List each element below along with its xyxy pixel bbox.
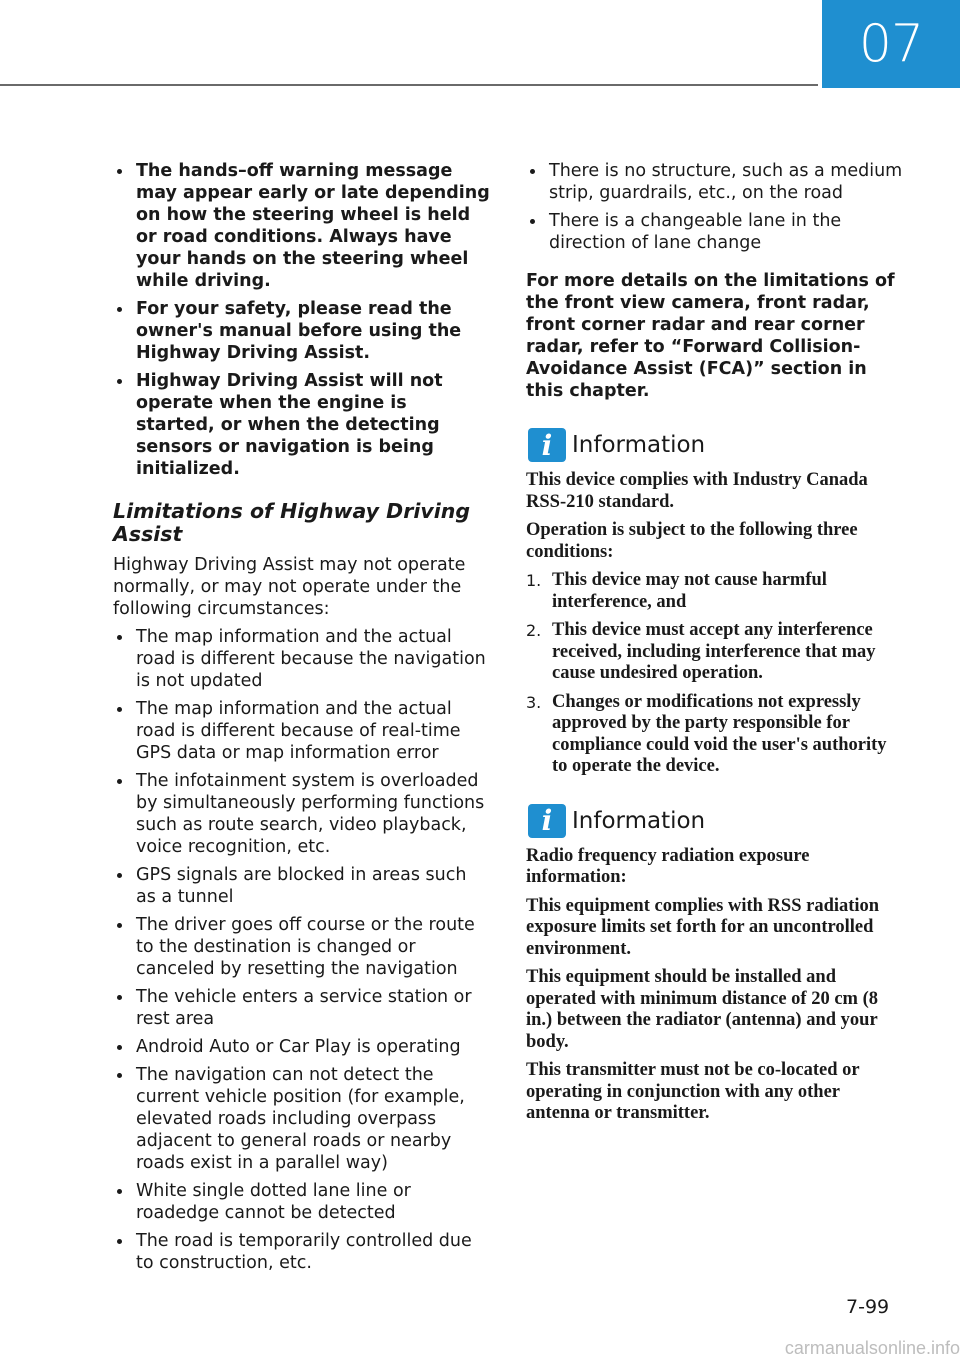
info-paragraph: This device complies with Industry Canada RSS-210 standard.: [526, 470, 868, 512]
list-item: The map information and the actual road is different because the navigation is not updated: [113, 626, 490, 692]
list-item: The road is temporarily controlled due to construction, etc.: [113, 1230, 490, 1274]
header-rule: [0, 84, 818, 86]
numbered-item: 1. This device may not cause harmful interference, and: [526, 570, 827, 612]
warning-list: [113, 160, 490, 480]
watermark: carmanualsonline.info: [784, 1338, 960, 1358]
info-icon: i: [528, 428, 566, 462]
numbered-item: 3. Changes or modifications not expressly approved by the party responsible for compliance could void the user's authority to operate the device.: [526, 691, 887, 776]
list-item: GPS signals are blocked in areas such as a tunnel: [113, 864, 490, 908]
warning-item: For your safety, please read the owner's manual before using the Highway Driving Assist.: [113, 298, 490, 364]
info-paragraph: Operation is subject to the following three conditions:: [526, 520, 858, 562]
info-paragraph: This transmitter must not be co-located or operating in conjunction with any other antenna or transmitter.: [526, 1060, 860, 1123]
right-column: [526, 160, 904, 1132]
info-paragraph: This equipment should be installed and operated with minimum distance of 20 cm (8 in.) between the radiator (antenna) and your body.: [526, 967, 878, 1052]
warning-item: The hands–off warning message may appear early or late depending on how the steering wheel is held or road conditions. Always have your hands on the steering wheel while driving.: [113, 160, 490, 292]
numbered-list: [526, 570, 904, 778]
info-paragraph: Radio frequency radiation exposure information:: [526, 845, 810, 887]
info-box: [526, 470, 904, 778]
reference-note: For more details on the limitations of the front view camera, front radar, front corner radar and rear corner radar, refer to “Forward Collision-Avoidance Assist (FCA)” section in this chapter.: [526, 271, 895, 401]
limitation-list: [113, 626, 490, 1274]
info-paragraph: This equipment complies with RSS radiation exposure limits set forth for an uncontrolled environment.: [526, 895, 880, 959]
list-item: The navigation can not detect the current vehicle position (for example, elevated roads including overpass adjacent to general roads or nearby roads exist in a parallel way): [113, 1064, 490, 1174]
list-item: There is a changeable lane in the direction of lane change: [526, 210, 904, 254]
info-title: Information: [572, 432, 706, 458]
info-box: [526, 846, 904, 1125]
list-item: The infotainment system is overloaded by simultaneously performing functions such as route search, video playback, voice recognition, etc.: [113, 770, 490, 858]
section-intro: Highway Driving Assist may not operate normally, or may not operate under the following circumstances:: [113, 555, 466, 619]
numbered-item: 2. This device must accept any interference received, including interference that may cause undesired operation.: [526, 620, 876, 683]
info-title: Information: [572, 807, 706, 834]
list-item: The vehicle enters a service station or rest area: [113, 986, 490, 1030]
page-number: 7-99: [846, 1296, 890, 1318]
left-column: [113, 160, 490, 1280]
info-header: [526, 804, 904, 838]
chapter-tab: 07: [822, 0, 960, 88]
warning-item: Highway Driving Assist will not operate when the engine is started, or when the detecting sensors or navigation is being initialized.: [113, 370, 490, 480]
list-item: The map information and the actual road is different because of real-time GPS data or map information error: [113, 698, 490, 764]
list-item: White single dotted lane line or roadedge cannot be detected: [113, 1180, 490, 1224]
info-icon: i: [528, 804, 566, 838]
list-item: The driver goes off course or the route to the destination is changed or canceled by resetting the navigation: [113, 914, 490, 980]
section-heading: Limitations of Highway Driving Assist: [113, 499, 470, 546]
limitation-list-continued: [526, 160, 904, 254]
list-item: Android Auto or Car Play is operating: [113, 1036, 490, 1058]
info-header: [526, 428, 904, 462]
list-item: There is no structure, such as a medium strip, guardrails, etc., on the road: [526, 160, 904, 204]
